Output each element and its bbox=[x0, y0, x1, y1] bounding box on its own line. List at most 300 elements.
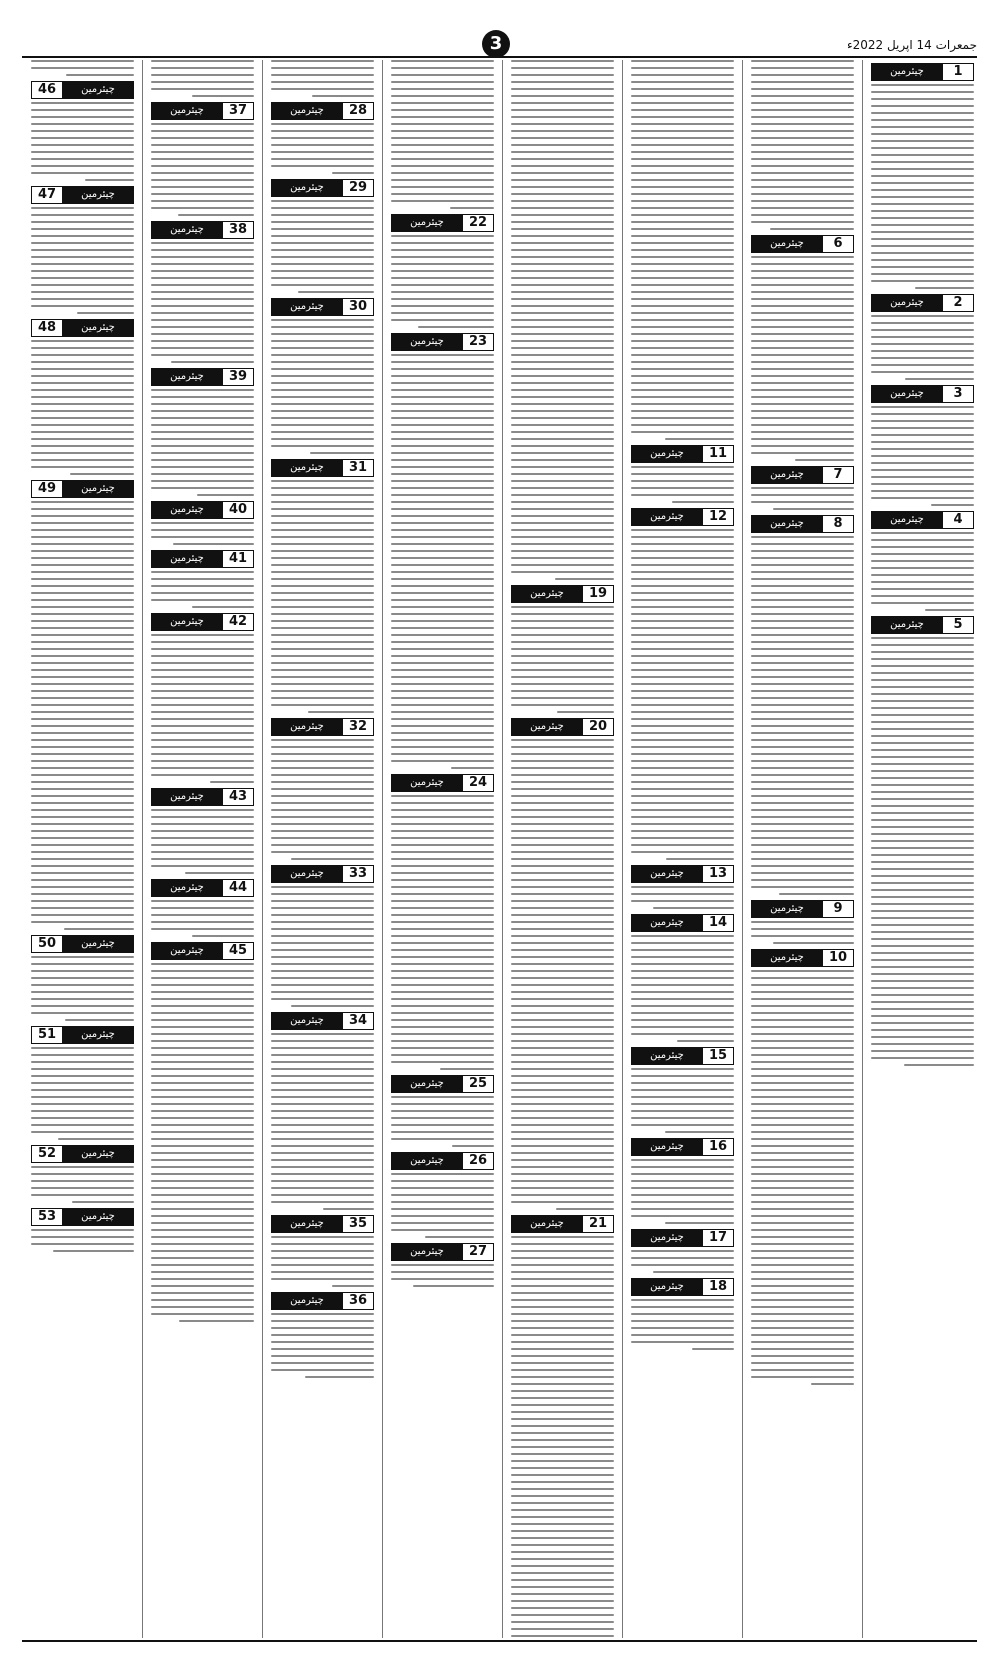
text-line bbox=[511, 1173, 614, 1175]
text-line bbox=[151, 445, 254, 447]
text-line bbox=[871, 679, 974, 681]
text-line bbox=[31, 1243, 134, 1245]
text-line bbox=[271, 557, 374, 559]
text-line bbox=[751, 382, 854, 384]
text-line bbox=[871, 448, 974, 450]
item-label: چیئرمین bbox=[272, 1216, 342, 1232]
text-line bbox=[391, 410, 494, 412]
text-line bbox=[511, 74, 614, 76]
item-label: چیئرمین bbox=[512, 719, 582, 735]
text-line bbox=[751, 165, 854, 167]
text-line bbox=[31, 893, 134, 895]
news-item bbox=[151, 613, 254, 783]
text-line bbox=[751, 1243, 854, 1245]
text-line bbox=[631, 725, 734, 727]
text-line bbox=[151, 809, 254, 811]
text-line bbox=[751, 1334, 854, 1336]
item-number: 1 bbox=[942, 64, 973, 80]
item-body-text bbox=[391, 1096, 494, 1147]
item-heading bbox=[151, 879, 254, 897]
text-line bbox=[271, 165, 374, 167]
text-line bbox=[271, 1334, 374, 1336]
text-line bbox=[511, 172, 614, 174]
text-line bbox=[151, 340, 254, 342]
text-line bbox=[31, 550, 134, 552]
text-line bbox=[31, 627, 134, 629]
text-line bbox=[31, 767, 134, 769]
news-item bbox=[151, 501, 254, 545]
text-line bbox=[511, 1103, 614, 1105]
text-line bbox=[31, 599, 134, 601]
news-item bbox=[871, 385, 974, 506]
text-line bbox=[511, 1012, 614, 1014]
item-label: چیئرمین bbox=[63, 936, 133, 952]
text-line bbox=[751, 151, 854, 153]
text-line bbox=[631, 102, 734, 104]
text-line bbox=[391, 949, 494, 951]
text-line bbox=[31, 641, 134, 643]
item-heading bbox=[631, 1138, 734, 1156]
text-line bbox=[151, 1194, 254, 1196]
text-line bbox=[751, 298, 854, 300]
text-line bbox=[511, 1292, 614, 1294]
item-body-text bbox=[631, 1159, 734, 1224]
text-line bbox=[391, 907, 494, 909]
text-line bbox=[391, 970, 494, 972]
item-label: چیئرمین bbox=[512, 586, 582, 602]
text-line bbox=[511, 795, 614, 797]
text-line bbox=[511, 963, 614, 965]
text-line bbox=[631, 1327, 734, 1329]
text-line bbox=[391, 1222, 494, 1224]
text-line bbox=[151, 60, 254, 62]
text-line bbox=[391, 235, 494, 237]
text-line bbox=[751, 879, 854, 881]
item-label: چیئرمین bbox=[152, 789, 222, 805]
text-line bbox=[511, 179, 614, 181]
text-line bbox=[271, 949, 374, 951]
text-line bbox=[511, 893, 614, 895]
text-line bbox=[151, 851, 254, 853]
text-line bbox=[151, 1271, 254, 1273]
text-line bbox=[751, 123, 854, 125]
text-line bbox=[151, 389, 254, 391]
text-line bbox=[751, 1054, 854, 1056]
item-label: چیئرمین bbox=[512, 1216, 582, 1232]
news-item bbox=[751, 60, 854, 230]
page-date: جمعرات 14 اپریل 2022ء bbox=[846, 38, 977, 52]
news-item bbox=[631, 445, 734, 503]
text-line bbox=[631, 88, 734, 90]
text-line bbox=[511, 1327, 614, 1329]
text-line bbox=[631, 487, 734, 489]
text-line bbox=[151, 1054, 254, 1056]
item-body-text bbox=[871, 315, 974, 380]
item-heading bbox=[151, 368, 254, 386]
text-line bbox=[511, 970, 614, 972]
text-line bbox=[511, 1439, 614, 1441]
text-line bbox=[151, 410, 254, 412]
text-line bbox=[391, 1187, 494, 1189]
text-line bbox=[511, 1551, 614, 1553]
text-line bbox=[871, 1029, 974, 1031]
text-line bbox=[751, 431, 854, 433]
text-line bbox=[391, 1005, 494, 1007]
text-line bbox=[511, 1250, 614, 1252]
text-line bbox=[271, 522, 374, 524]
text-line bbox=[271, 487, 374, 489]
text-line bbox=[631, 837, 734, 839]
text-line bbox=[511, 683, 614, 685]
text-line bbox=[751, 1236, 854, 1238]
text-line bbox=[751, 1012, 854, 1014]
text-line bbox=[511, 1047, 614, 1049]
text-line bbox=[751, 802, 854, 804]
text-line bbox=[151, 1243, 254, 1245]
text-line bbox=[511, 1544, 614, 1546]
text-line bbox=[391, 1110, 494, 1112]
text-line bbox=[151, 578, 254, 580]
text-line bbox=[291, 1005, 374, 1007]
text-line bbox=[31, 165, 134, 167]
text-line bbox=[871, 84, 974, 86]
text-line bbox=[511, 417, 614, 419]
text-line bbox=[391, 158, 494, 160]
text-line bbox=[298, 291, 374, 293]
text-line bbox=[511, 844, 614, 846]
text-line bbox=[871, 532, 974, 534]
item-number: 22 bbox=[462, 215, 493, 231]
text-line bbox=[151, 1306, 254, 1308]
text-line bbox=[871, 196, 974, 198]
text-line bbox=[151, 711, 254, 713]
text-line bbox=[151, 347, 254, 349]
text-line bbox=[871, 966, 974, 968]
item-heading bbox=[511, 1215, 614, 1233]
news-item bbox=[751, 235, 854, 461]
text-line bbox=[511, 1411, 614, 1413]
text-line bbox=[511, 977, 614, 979]
text-line bbox=[751, 291, 854, 293]
news-item bbox=[151, 368, 254, 496]
news-item bbox=[871, 511, 974, 611]
text-line bbox=[511, 165, 614, 167]
text-line bbox=[511, 1432, 614, 1434]
text-line bbox=[391, 998, 494, 1000]
text-line bbox=[511, 949, 614, 951]
item-heading bbox=[271, 298, 374, 316]
text-line bbox=[151, 452, 254, 454]
text-line bbox=[751, 809, 854, 811]
text-line bbox=[391, 676, 494, 678]
text-line bbox=[31, 914, 134, 916]
text-line bbox=[751, 599, 854, 601]
text-line bbox=[391, 431, 494, 433]
text-line bbox=[271, 1320, 374, 1322]
text-line bbox=[631, 823, 734, 825]
text-line bbox=[511, 347, 614, 349]
item-number: 9 bbox=[822, 901, 853, 917]
text-line bbox=[511, 1593, 614, 1595]
item-body-text bbox=[151, 809, 254, 874]
text-line bbox=[31, 1187, 134, 1189]
text-line bbox=[151, 207, 254, 209]
text-line bbox=[151, 984, 254, 986]
text-line bbox=[631, 116, 734, 118]
text-line bbox=[151, 571, 254, 573]
header-rule bbox=[22, 56, 977, 58]
text-line bbox=[151, 424, 254, 426]
text-line bbox=[271, 1341, 374, 1343]
item-label: چیئرمین bbox=[272, 719, 342, 735]
text-line bbox=[151, 1005, 254, 1007]
text-line bbox=[151, 137, 254, 139]
text-line bbox=[391, 634, 494, 636]
text-line bbox=[151, 921, 254, 923]
text-line bbox=[631, 956, 734, 958]
text-line bbox=[271, 662, 374, 664]
text-line bbox=[151, 1082, 254, 1084]
text-line bbox=[391, 74, 494, 76]
text-line bbox=[751, 767, 854, 769]
item-label: چیئرمین bbox=[392, 1244, 462, 1260]
text-line bbox=[751, 158, 854, 160]
text-line bbox=[871, 819, 974, 821]
text-line bbox=[871, 175, 974, 177]
text-line bbox=[31, 347, 134, 349]
text-line bbox=[511, 67, 614, 69]
text-line bbox=[31, 1096, 134, 1098]
text-line bbox=[511, 1467, 614, 1469]
text-line bbox=[271, 347, 374, 349]
text-line bbox=[271, 1187, 374, 1189]
text-line bbox=[511, 767, 614, 769]
text-line bbox=[511, 81, 614, 83]
item-label: چیئرمین bbox=[152, 502, 222, 518]
text-line bbox=[631, 1194, 734, 1196]
text-line bbox=[751, 711, 854, 713]
text-line bbox=[511, 816, 614, 818]
text-line bbox=[751, 550, 854, 552]
text-line bbox=[151, 1047, 254, 1049]
text-line bbox=[271, 1075, 374, 1077]
text-line bbox=[151, 1299, 254, 1301]
text-line bbox=[751, 277, 854, 279]
text-line bbox=[271, 641, 374, 643]
text-line bbox=[653, 1271, 734, 1273]
text-line bbox=[271, 1271, 374, 1273]
item-body-text bbox=[271, 1236, 374, 1287]
item-label: چیئرمین bbox=[632, 1279, 702, 1295]
text-line bbox=[31, 1236, 134, 1238]
text-line bbox=[511, 235, 614, 237]
text-line bbox=[871, 189, 974, 191]
text-line bbox=[391, 95, 494, 97]
text-line bbox=[31, 60, 134, 62]
text-line bbox=[511, 1516, 614, 1518]
text-line bbox=[271, 396, 374, 398]
item-heading bbox=[31, 186, 134, 204]
text-line bbox=[210, 781, 254, 783]
text-line bbox=[751, 1292, 854, 1294]
text-line bbox=[391, 270, 494, 272]
text-line bbox=[151, 1124, 254, 1126]
item-body-text bbox=[391, 235, 494, 328]
text-line bbox=[511, 214, 614, 216]
item-heading bbox=[271, 865, 374, 883]
item-number: 53 bbox=[32, 1209, 63, 1225]
text-line bbox=[779, 893, 854, 895]
text-line bbox=[751, 95, 854, 97]
text-line bbox=[511, 123, 614, 125]
item-body-text bbox=[511, 60, 614, 580]
text-line bbox=[31, 613, 134, 615]
text-line bbox=[271, 620, 374, 622]
text-line bbox=[391, 494, 494, 496]
item-number: 18 bbox=[702, 1279, 733, 1295]
text-line bbox=[31, 571, 134, 573]
text-line bbox=[151, 865, 254, 867]
text-line bbox=[271, 767, 374, 769]
text-line bbox=[871, 1008, 974, 1010]
text-line bbox=[271, 571, 374, 573]
text-line bbox=[751, 998, 854, 1000]
text-line bbox=[631, 935, 734, 937]
text-line bbox=[151, 662, 254, 664]
text-line bbox=[391, 900, 494, 902]
text-line bbox=[751, 746, 854, 748]
text-line bbox=[511, 1397, 614, 1399]
text-line bbox=[151, 1215, 254, 1217]
item-body-text bbox=[271, 886, 374, 1007]
news-item bbox=[31, 1145, 134, 1203]
text-line bbox=[151, 144, 254, 146]
item-body-text bbox=[151, 963, 254, 1322]
text-line bbox=[631, 312, 734, 314]
text-line bbox=[511, 571, 614, 573]
text-line bbox=[511, 1530, 614, 1532]
item-label: چیئرمین bbox=[752, 901, 822, 917]
item-body-text bbox=[871, 84, 974, 289]
text-line bbox=[271, 606, 374, 608]
text-line bbox=[871, 994, 974, 996]
text-line bbox=[271, 123, 374, 125]
news-item bbox=[751, 949, 854, 1385]
text-line bbox=[871, 924, 974, 926]
text-line bbox=[677, 1040, 734, 1042]
text-line bbox=[511, 809, 614, 811]
text-line bbox=[631, 886, 734, 888]
text-line bbox=[751, 1341, 854, 1343]
text-line bbox=[31, 123, 134, 125]
item-label: چیئرمین bbox=[63, 82, 133, 98]
item-number: 11 bbox=[702, 446, 733, 462]
text-line bbox=[391, 599, 494, 601]
text-line bbox=[511, 1418, 614, 1420]
text-line bbox=[391, 375, 494, 377]
text-line bbox=[31, 424, 134, 426]
text-line bbox=[271, 228, 374, 230]
item-body-text bbox=[271, 1313, 374, 1378]
item-body-text bbox=[151, 522, 254, 545]
text-line bbox=[751, 305, 854, 307]
text-line bbox=[511, 1621, 614, 1623]
text-line bbox=[511, 1138, 614, 1140]
text-line bbox=[751, 1313, 854, 1315]
text-line bbox=[31, 816, 134, 818]
text-line bbox=[751, 564, 854, 566]
text-line bbox=[151, 249, 254, 251]
text-line bbox=[871, 273, 974, 275]
text-line bbox=[271, 1166, 374, 1168]
text-line bbox=[751, 648, 854, 650]
text-line bbox=[511, 865, 614, 867]
text-line bbox=[871, 889, 974, 891]
text-line bbox=[391, 802, 494, 804]
text-line bbox=[511, 1194, 614, 1196]
text-line bbox=[271, 249, 374, 251]
text-line bbox=[511, 1355, 614, 1357]
item-heading bbox=[391, 1152, 494, 1170]
item-body-text bbox=[271, 60, 374, 97]
text-line bbox=[271, 1124, 374, 1126]
text-line bbox=[391, 459, 494, 461]
text-line bbox=[631, 571, 734, 573]
text-line bbox=[391, 683, 494, 685]
text-line bbox=[312, 95, 374, 97]
item-heading bbox=[151, 788, 254, 806]
text-line bbox=[151, 487, 254, 489]
text-line bbox=[271, 795, 374, 797]
text-line bbox=[31, 221, 134, 223]
text-line bbox=[31, 830, 134, 832]
text-line bbox=[31, 557, 134, 559]
text-line bbox=[31, 102, 134, 104]
text-line bbox=[751, 697, 854, 699]
text-line bbox=[31, 1005, 134, 1007]
item-number: 26 bbox=[462, 1153, 493, 1169]
text-line bbox=[631, 970, 734, 972]
item-body-text bbox=[31, 1229, 134, 1252]
text-line bbox=[151, 522, 254, 524]
text-line bbox=[271, 851, 374, 853]
text-line bbox=[271, 774, 374, 776]
text-line bbox=[751, 270, 854, 272]
item-number: 5 bbox=[942, 617, 973, 633]
text-line bbox=[511, 102, 614, 104]
item-body-text bbox=[751, 487, 854, 510]
text-line bbox=[631, 410, 734, 412]
text-line bbox=[151, 697, 254, 699]
text-line bbox=[271, 1159, 374, 1161]
text-line bbox=[31, 438, 134, 440]
text-line bbox=[391, 298, 494, 300]
item-number: 45 bbox=[222, 943, 253, 959]
text-line bbox=[751, 1061, 854, 1063]
text-line bbox=[631, 998, 734, 1000]
text-line bbox=[631, 690, 734, 692]
text-line bbox=[871, 945, 974, 947]
text-line bbox=[192, 935, 254, 937]
text-line bbox=[631, 1166, 734, 1168]
item-heading bbox=[511, 718, 614, 736]
text-line bbox=[631, 1306, 734, 1308]
text-line bbox=[151, 655, 254, 657]
text-line bbox=[31, 431, 134, 433]
text-line bbox=[631, 151, 734, 153]
text-line bbox=[751, 172, 854, 174]
text-line bbox=[151, 746, 254, 748]
